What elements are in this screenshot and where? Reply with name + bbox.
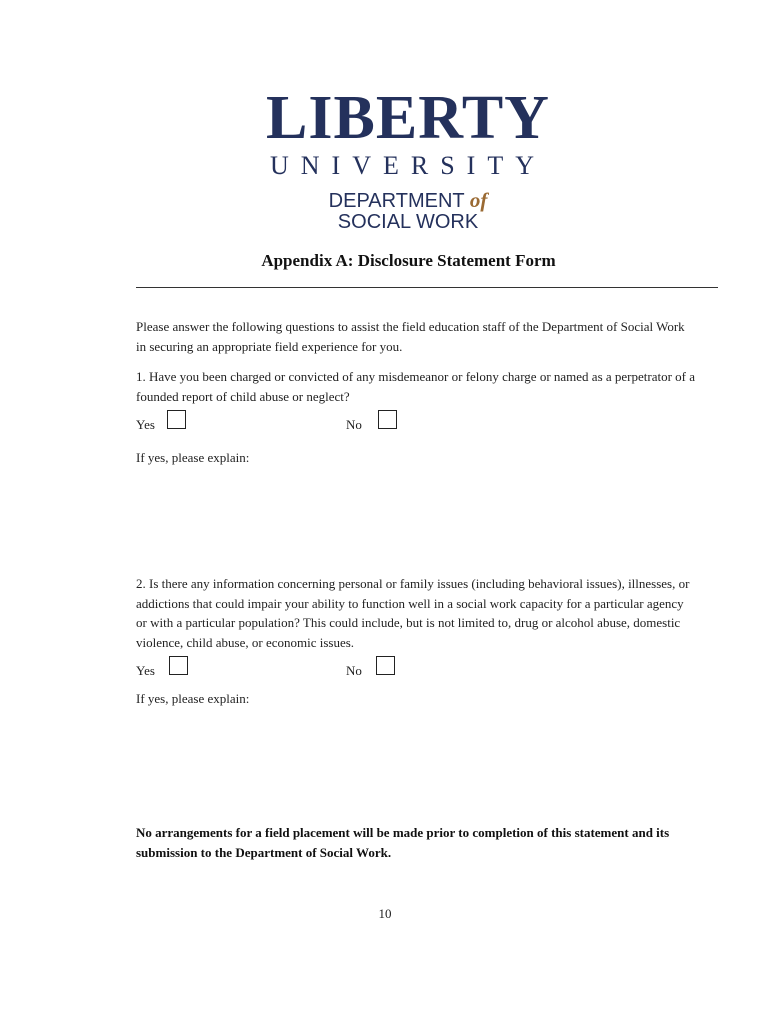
logo-liberty-wordmark: LIBERTY	[266, 84, 550, 152]
question-1-yes-label: Yes	[136, 417, 155, 432]
question-2-no-checkbox[interactable]	[376, 656, 395, 675]
logo-department-text: DEPARTMENT	[328, 190, 465, 212]
question-2-explain-label: If yes, please explain:	[136, 691, 250, 706]
question-1-no-checkbox[interactable]	[378, 410, 397, 429]
question-1-no-label: No	[346, 417, 362, 432]
question-2-yes-checkbox[interactable]	[169, 656, 188, 675]
question-1-explain-area[interactable]	[136, 470, 696, 565]
question-2-explain-area[interactable]	[136, 712, 696, 812]
title-divider	[136, 287, 718, 288]
question-1-yes-checkbox[interactable]	[167, 410, 186, 429]
question-2-no-label: No	[346, 663, 362, 678]
question-2-yes-label: Yes	[136, 663, 155, 678]
submission-notice: No arrangements for a field placement will be made prior to completion of this statement and its submission to the Department of Social Work.	[136, 825, 670, 860]
page-number: 10	[378, 906, 392, 921]
page-title: Appendix A: Disclosure Statement Form	[261, 251, 556, 270]
question-1-text: 1. Have you been charged or convicted of any misdemeanor or felony charge or named as a perpetrator of a founded report of child abuse or neglect?	[136, 369, 696, 404]
question-1-explain-label: If yes, please explain:	[136, 450, 250, 465]
intro-paragraph: Please answer the following questions to assist the field education staff of the Department of Social Work in securing an appropriate field experience for you.	[136, 319, 685, 354]
question-2-text: 2. Is there any information concerning personal or family issues (including behavioral issues), illnesses, or addictions that could impair your ability to function well in a social work capacity for a particular agency or with a particular population? This could include, but is not limited to, drug or alcohol abuse, domestic violence, child abuse, or economic issues.	[136, 576, 690, 650]
logo-of-text: of	[469, 188, 488, 212]
logo-university-wordmark: UNIVERSITY	[270, 151, 546, 180]
logo-social-work-line: SOCIAL WORK	[337, 211, 479, 233]
